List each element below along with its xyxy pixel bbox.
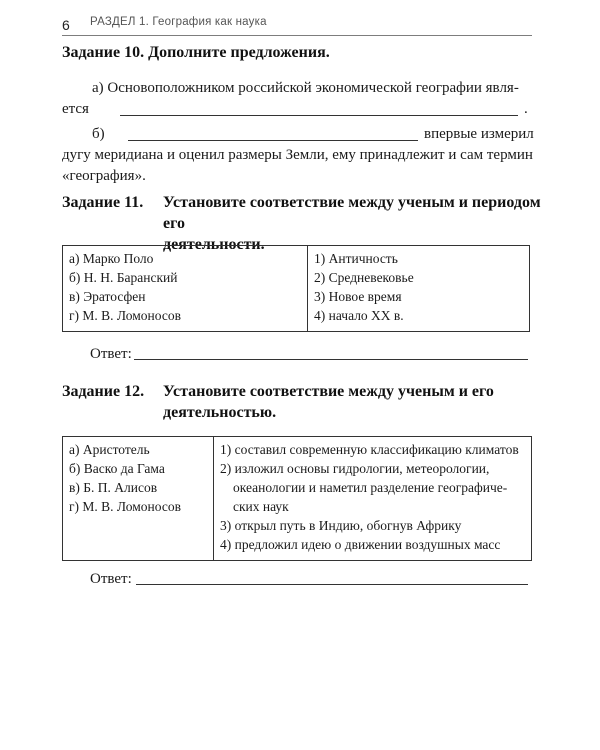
task-11-left-item: г) М. В. Ломоносов (69, 308, 181, 323)
task-12-table (62, 436, 532, 561)
task-10-a-period: . (524, 101, 528, 117)
task-12-heading-line2: деятельностью. (163, 404, 277, 421)
task-12-answer-label: Ответ: (90, 571, 132, 587)
task-11-right-item: 3) Новое время (314, 289, 402, 304)
task-12-right-item: 1) составил современную классификацию климатов (220, 442, 519, 457)
task-11-answer-blank[interactable] (134, 359, 528, 360)
task-11-scientists-cell (63, 246, 308, 332)
task-10-title (62, 42, 542, 63)
task-10-b-line1: впервые измерил (424, 126, 534, 142)
task-10-number: Задание 10. (62, 44, 145, 61)
task-12-answer-blank[interactable] (136, 584, 528, 585)
task-11-right-item: 2) Средневековье (314, 270, 414, 285)
task-10-heading: Дополните предложения. (148, 44, 330, 61)
task-11-periods-cell (308, 246, 530, 332)
task-10-a-line1: а) Основоположником российской экономической географии явля- (92, 80, 519, 96)
task-12-right-item: 4) предложил идею о движении воздушных масс (220, 537, 501, 552)
task-12-scientists-cell (63, 437, 214, 561)
task-11-heading-line2: деятельности. (163, 236, 265, 253)
task-11-title (62, 192, 542, 253)
task-12-left-item: а) Аристотель (69, 442, 150, 457)
task-12-heading-line1: Установите соответствие между ученым и его (163, 383, 494, 400)
task-11-heading-line1: Установите соответствие между ученым и периодом его (163, 194, 541, 232)
task-11-right-item: 1) Античность (314, 251, 398, 266)
page-number: 6 (62, 17, 70, 33)
section-title: РАЗДЕЛ 1. География как наука (90, 16, 267, 28)
task-11-left-item: в) Эратосфен (69, 289, 146, 304)
task-10-b-line3: «география». (62, 168, 146, 184)
task-11-left-item: а) Марко Поло (69, 251, 154, 266)
task-11-right-item: 4) начало XX в. (314, 308, 404, 323)
task-10-a-blank[interactable] (120, 115, 518, 116)
task-12-right-item: 3) открыл путь в Индию, обогнув Африку (220, 518, 462, 533)
task-12-activities-cell (214, 437, 532, 561)
task-12-right-item: 2) изложил основы гидрологии, метеорологии, океанологии и наметил разделение географиче-ских наук (220, 461, 508, 514)
task-10-b-line2: дугу меридиана и оценил размеры Земли, ему принадлежит и сам термин (62, 147, 533, 163)
task-10-a-line2: ется (62, 101, 89, 117)
task-12-title (62, 381, 542, 425)
task-12-left-item: б) Васко да Гама (69, 461, 165, 476)
task-10-b-label: б) (92, 126, 105, 142)
task-11-number: Задание 11. (62, 194, 144, 211)
task-11-left-item: б) Н. Н. Баранский (69, 270, 178, 285)
task-12-left-item: в) Б. П. Алисов (69, 480, 158, 495)
task-11-table (62, 245, 530, 332)
task-12-left-item: г) М. В. Ломоносов (69, 499, 181, 514)
task-11-answer-label: Ответ: (90, 346, 132, 362)
page-header (62, 15, 532, 36)
task-12-number: Задание 12. (62, 383, 145, 400)
task-10-b-blank[interactable] (128, 140, 418, 141)
